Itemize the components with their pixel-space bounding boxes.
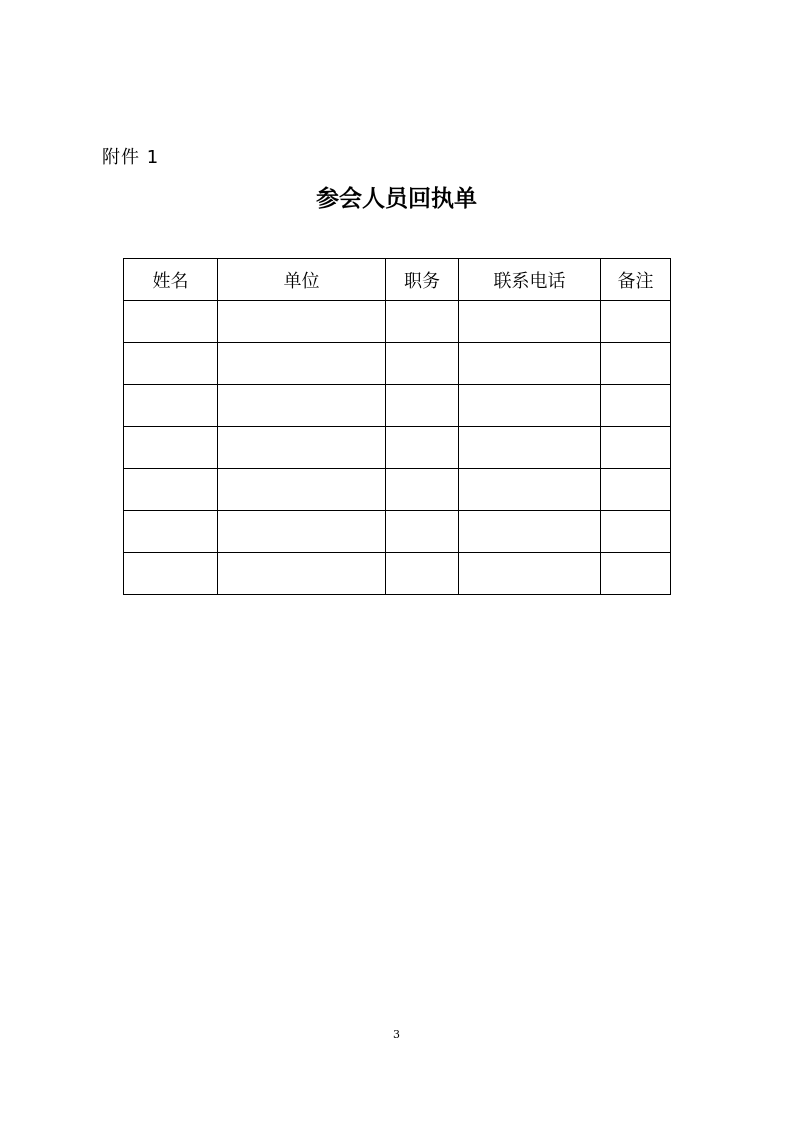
cell-organization[interactable] <box>218 301 386 343</box>
cell-name[interactable] <box>124 469 218 511</box>
cell-position[interactable] <box>386 511 459 553</box>
cell-remarks[interactable] <box>601 511 671 553</box>
cell-phone[interactable] <box>459 427 601 469</box>
column-header-phone: 联系电话 <box>459 259 601 301</box>
cell-position[interactable] <box>386 385 459 427</box>
cell-phone[interactable] <box>459 385 601 427</box>
cell-remarks[interactable] <box>601 301 671 343</box>
column-header-remarks: 备注 <box>601 259 671 301</box>
cell-name[interactable] <box>124 343 218 385</box>
page-title: 参会人员回执单 <box>316 185 477 212</box>
table-row <box>124 553 671 595</box>
cell-position[interactable] <box>386 427 459 469</box>
table-row <box>124 511 671 553</box>
table-row <box>124 385 671 427</box>
cell-name[interactable] <box>124 301 218 343</box>
table-header-row <box>124 259 671 301</box>
cell-organization[interactable] <box>218 343 386 385</box>
cell-organization[interactable] <box>218 385 386 427</box>
attendee-reply-table <box>123 258 671 595</box>
cell-organization[interactable] <box>218 553 386 595</box>
cell-phone[interactable] <box>459 301 601 343</box>
table-row <box>124 427 671 469</box>
cell-name[interactable] <box>124 553 218 595</box>
cell-phone[interactable] <box>459 553 601 595</box>
cell-phone[interactable] <box>459 469 601 511</box>
attachment-label: 附件 1 <box>102 147 160 168</box>
cell-remarks[interactable] <box>601 343 671 385</box>
cell-remarks[interactable] <box>601 427 671 469</box>
cell-organization[interactable] <box>218 469 386 511</box>
cell-remarks[interactable] <box>601 385 671 427</box>
table-row <box>124 301 671 343</box>
column-header-name: 姓名 <box>124 259 218 301</box>
cell-organization[interactable] <box>218 511 386 553</box>
cell-name[interactable] <box>124 511 218 553</box>
cell-position[interactable] <box>386 553 459 595</box>
table-row <box>124 469 671 511</box>
cell-name[interactable] <box>124 427 218 469</box>
cell-position[interactable] <box>386 469 459 511</box>
cell-organization[interactable] <box>218 427 386 469</box>
cell-name[interactable] <box>124 385 218 427</box>
page-number: 3 <box>393 1028 400 1041</box>
cell-position[interactable] <box>386 343 459 385</box>
cell-phone[interactable] <box>459 343 601 385</box>
column-header-organization: 单位 <box>218 259 386 301</box>
column-header-position: 职务 <box>386 259 459 301</box>
cell-remarks[interactable] <box>601 553 671 595</box>
cell-remarks[interactable] <box>601 469 671 511</box>
cell-position[interactable] <box>386 301 459 343</box>
table-row <box>124 343 671 385</box>
cell-phone[interactable] <box>459 511 601 553</box>
